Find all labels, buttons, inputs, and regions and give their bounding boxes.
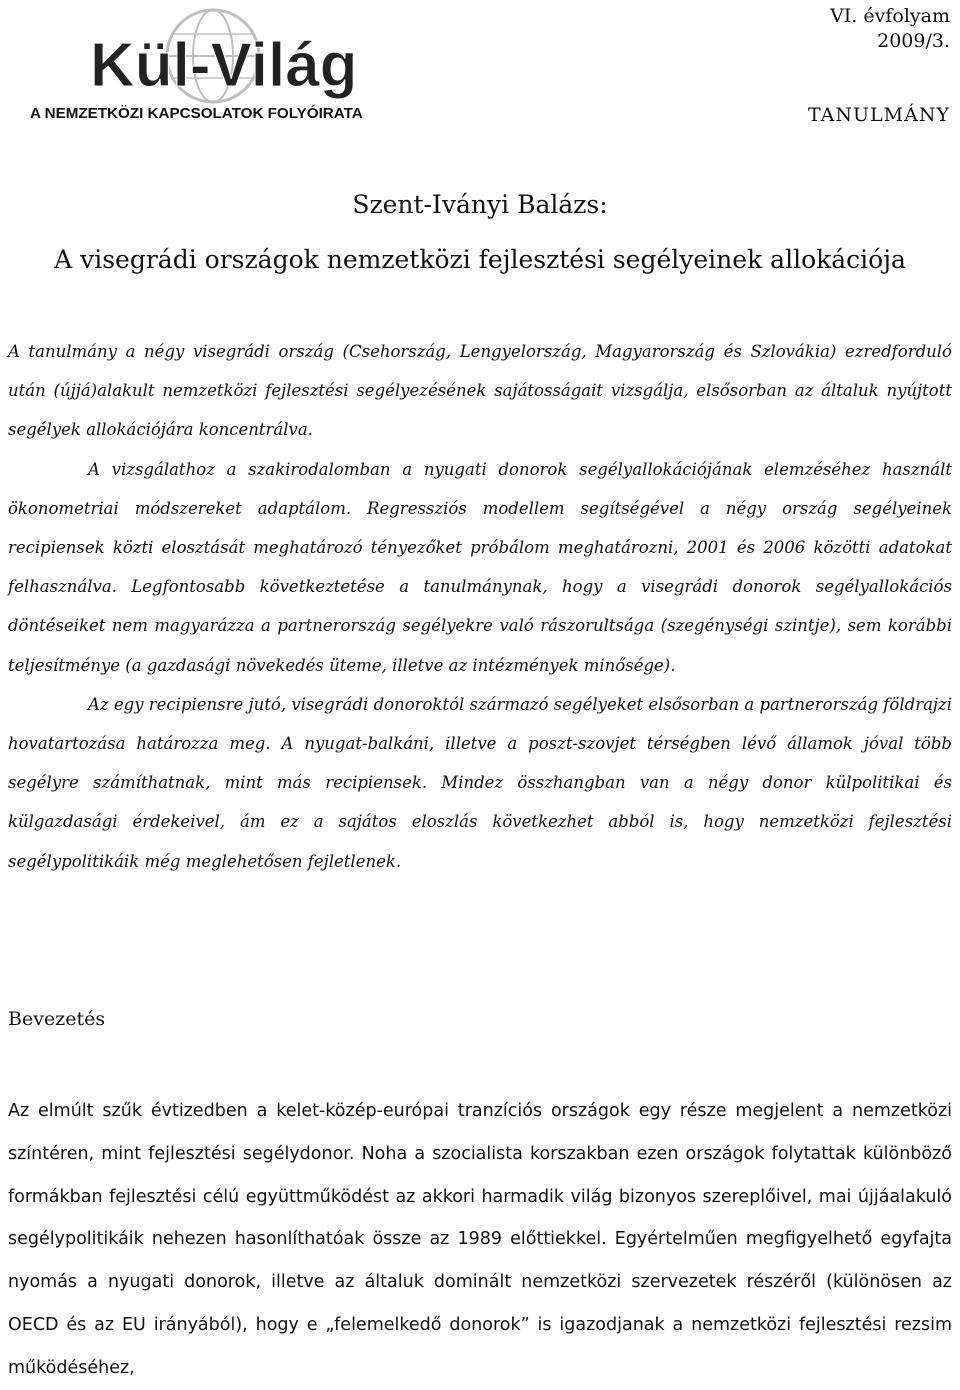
journal-logo (8, 6, 428, 124)
article-author: Szent-Iványi Balázs: (352, 190, 608, 219)
abstract-paragraph: A vizsgálathoz a szakirodalomban a nyugati donorok segélyallokációjának elemzéséhez használt ökonometriai módszereket adaptálom. Regressziós modellem segítségével a négy ország segélyeinek recipiensek közti elosztását meghatározó tényezőket próbálom meghatározni, 2001 és 2006 közötti adatokat felhasználva. Legfontosabb következtetése a tanulmánynak, hogy a visegrádi donorok segélyallokációs döntéseiket nem magyarázza a partnerország segélyekre való rászorultsága (szegénységi szintje), sem korábbi teljesítménye (a gazdasági növekedés üteme, illetve az intézmények minősége). (8, 459, 952, 675)
abstract-paragraph: Az egy recipiensre jutó, visegrádi donoroktól származó segélyeket elsősorban a partnerország földrajzi hovatartozása határozza meg. A nyugat-balkáni, illetve a poszt-szovjet térségben lévő államok jóval több segélyre számíthatnak, mint más recipiensek. Mindez összhangban van a négy donor külpolitikai és külgazdasági érdekeivel, ám ez a sajátos eloszlás következhet abból is, hogy nemzetközi fejlesztési segélypolitikáik még meglehetősen fejletlenek. (8, 694, 952, 871)
abstract (8, 332, 952, 881)
abstract-paragraph: A tanulmány a négy visegrádi ország (Csehország, Lengyelország, Magyarország és Szlovákia) ezredforduló után (újjá)alakult nemzetközi fejlesztési segélyezésének sajátosságait vizsgálja, elsősorban az általuk nyújtott segélyek allokációjára koncentrálva. (8, 342, 952, 440)
issue-info (830, 4, 950, 54)
body-text (8, 1090, 952, 1390)
section-label: TANULMÁNY (808, 104, 950, 126)
issue-number: 2009/3. (877, 30, 950, 52)
logo-subtitle: A NEMZETKÖZI KAPCSOLATOK FOLYÓIRATA (30, 105, 363, 122)
article-title: A visegrádi országok nemzetközi fejlesztési segélyeinek allokációja (54, 245, 906, 274)
section-heading: Bevezetés (8, 1008, 106, 1030)
globe-logo-icon (8, 6, 428, 124)
body-paragraph: Az elmúlt szűk évtizedben a kelet-közép-európai tranzíciós országok egy része megjelent a nemzetközi színtéren, mint fejlesztési segélydonor. Noha a szocialista korszakban ezen országok folytattak különböző formákban fejlesztési célú együttműködést az akkori harmadik világ bizonyos szereplőivel, mai újjáalakuló segélypolitikáik nehezen hasonlíthatóak össze az 1989 előttiekkel. Egyértelműen megfigyelhető egyfajta nyomás a nyugati donorok, illetve az általuk dominált nemzetközi szervezetek részéről (különösen az OECD és az EU irányából), hogy e „felemelkedő donorok” is igazodjanak a nemzetközi fejlesztési rezsim működéséhez, (8, 1101, 952, 1378)
volume-label: VI. évfolyam (830, 5, 950, 27)
logo-title: Kül-Világ (90, 31, 358, 100)
